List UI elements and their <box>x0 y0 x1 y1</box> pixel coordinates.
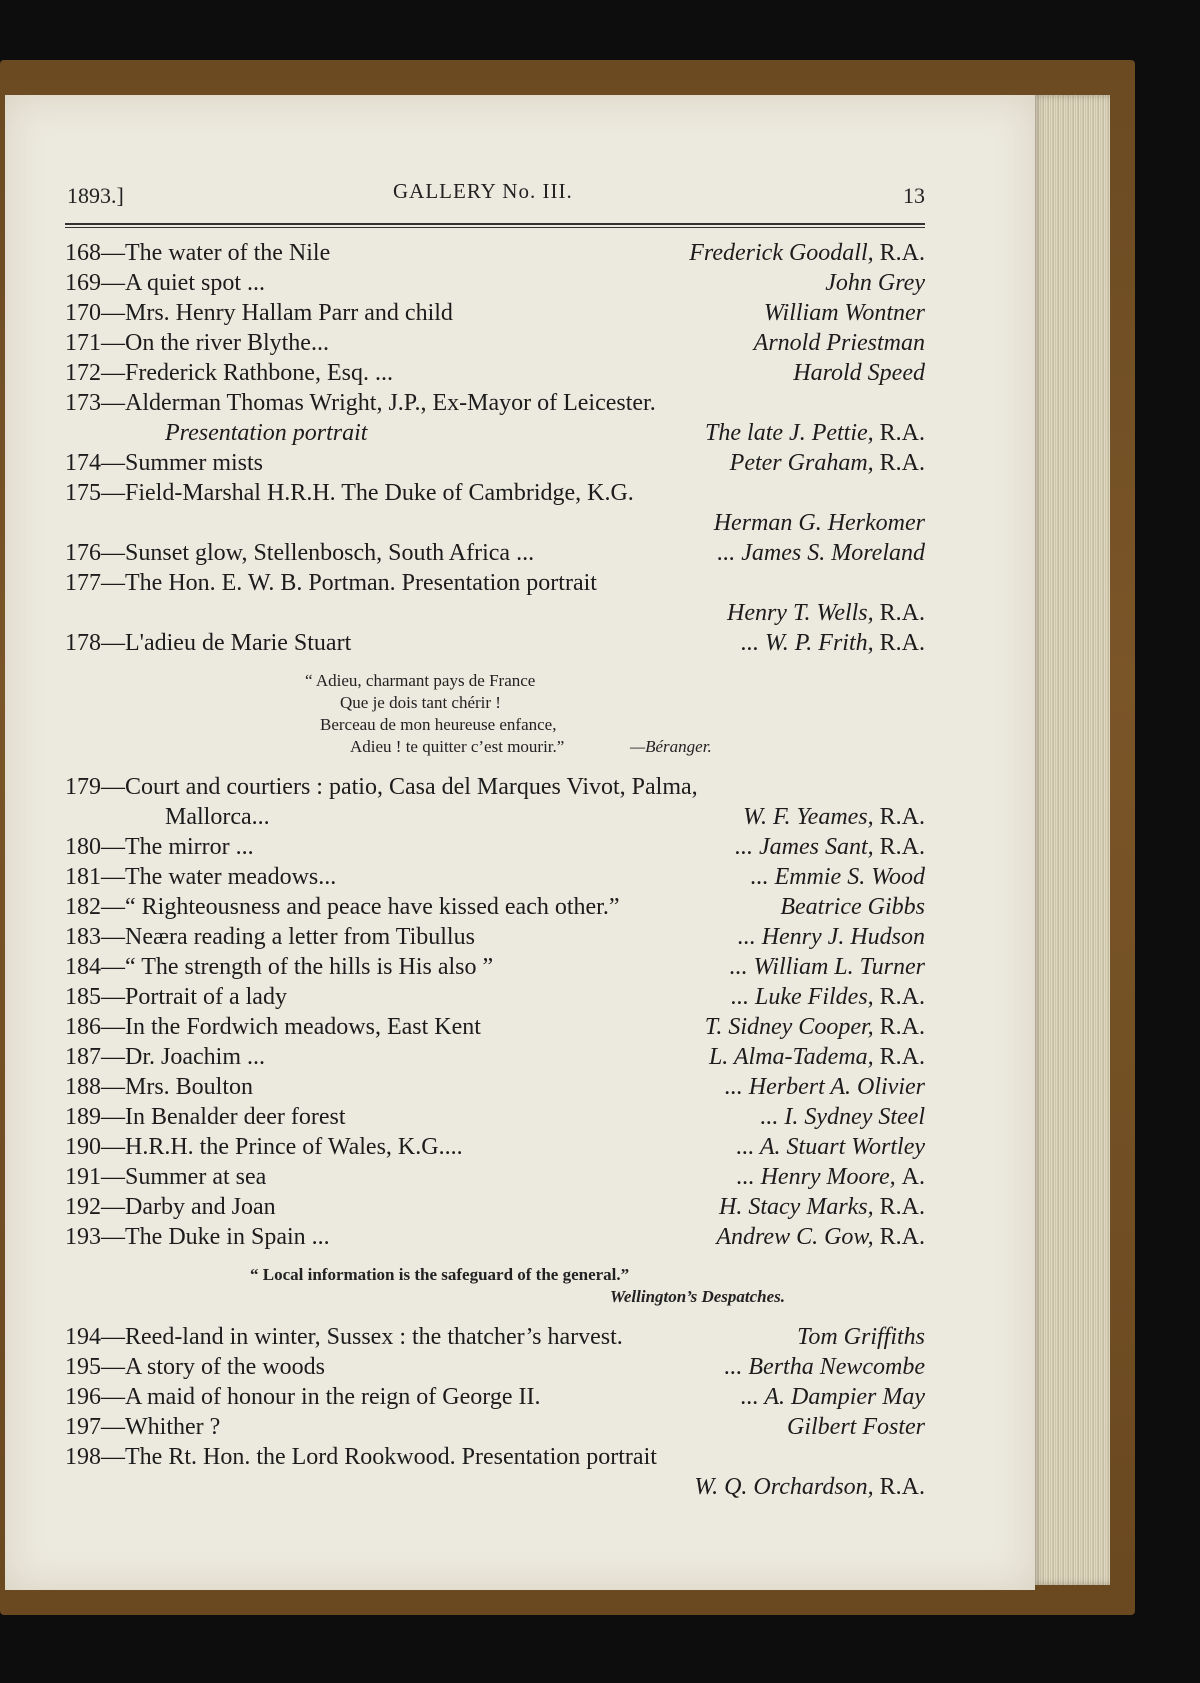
catalogue-entry <box>65 1352 925 1382</box>
catalogue-list-2 <box>65 772 925 1252</box>
artist-name: ... James S. Moreland <box>717 540 925 566</box>
catalogue-entry <box>65 952 925 982</box>
entry-artist <box>738 922 925 952</box>
entry-title: 183—Neæra reading a letter from Tibullus <box>65 924 475 950</box>
entry-title: 181—The water meadows... <box>65 864 337 890</box>
entry-artist <box>780 892 925 922</box>
entry-artist <box>731 982 925 1012</box>
catalogue-list-1 <box>65 238 925 658</box>
entry-artist <box>725 1072 925 1102</box>
catalogue-entry <box>65 1072 925 1102</box>
entry-artist <box>719 1192 925 1222</box>
catalogue-entry <box>65 1472 925 1502</box>
entry-artist <box>705 1012 925 1042</box>
catalogue-entry <box>65 1322 925 1352</box>
catalogue-entry <box>65 922 925 952</box>
catalogue-entry <box>65 832 925 862</box>
artist-name: ... A. Stuart Wortley <box>736 1134 925 1160</box>
artist-name: ... Henry J. Hudson <box>737 924 925 950</box>
entry-artist <box>724 1352 925 1382</box>
artist-honour: R.A. <box>879 1474 925 1500</box>
header-rule <box>65 223 925 228</box>
entry-title: 179—Court and courtiers : patio, Casa del Marques Vivot, Palma, <box>65 774 698 800</box>
catalogue-entry <box>65 892 925 922</box>
entry-artist <box>751 862 925 892</box>
entry-artist <box>727 598 925 628</box>
artist-name: L. Alma-Tadema, <box>708 1044 874 1070</box>
quote-citation: —Béranger. <box>630 737 712 756</box>
catalogue-entry <box>65 862 925 892</box>
entry-title: 196—A maid of honour in the reign of George II. <box>65 1384 541 1410</box>
entry-title: 189—In Benalder deer forest <box>65 1104 346 1130</box>
artist-name: William Wontner <box>763 300 925 326</box>
artist-honour: R.A. <box>879 984 925 1010</box>
quote-line: “ Adieu, charmant pays de France <box>305 671 536 690</box>
catalogue-entry <box>65 418 925 448</box>
entry-artist <box>689 238 925 268</box>
artist-honour: R.A. <box>879 630 925 656</box>
quote-beranger <box>65 670 925 758</box>
entry-title: Presentation portrait <box>165 420 368 446</box>
entry-title: 198—The Rt. Hon. the Lord Rookwood. Presentation portrait <box>65 1444 657 1470</box>
artist-name: ... I. Sydney Steel <box>760 1104 925 1130</box>
catalogue-entry <box>65 328 925 358</box>
entry-artist <box>705 418 925 448</box>
entry-title: 197—Whither ? <box>65 1414 221 1440</box>
catalogue-entry <box>65 538 925 568</box>
artist-name: ... W. P. Frith, <box>740 630 874 656</box>
page-content <box>65 179 925 1502</box>
quote-line: “ Local information is the safeguard of the general.” <box>250 1265 630 1284</box>
entry-title: 195—A story of the woods <box>65 1354 325 1380</box>
artist-name: Harold Speed <box>793 360 925 386</box>
artist-name: Frederick Goodall, <box>689 240 874 266</box>
entry-title: 194—Reed-land in winter, Sussex : the thatcher’s harvest. <box>65 1324 623 1350</box>
artist-name: Henry T. Wells, <box>726 600 874 626</box>
entry-artist <box>735 832 925 862</box>
catalogue-entry <box>65 1222 925 1252</box>
artist-honour: R.A. <box>879 420 925 446</box>
artist-name: The late J. Pettie, <box>705 420 874 446</box>
artist-name: ... Bertha Newcombe <box>724 1354 925 1380</box>
artist-honour: A. <box>901 1164 925 1190</box>
entry-title: 171—On the river Blythe... <box>65 330 329 356</box>
artist-honour: R.A. <box>879 1044 925 1070</box>
running-header <box>65 179 925 223</box>
entry-artist <box>730 448 925 478</box>
catalogue-entry <box>65 1012 925 1042</box>
artist-name: ... Emmie S. Wood <box>750 864 925 890</box>
catalogue-entry <box>65 568 925 598</box>
entry-artist <box>760 1102 925 1132</box>
catalogue-entry <box>65 628 925 658</box>
entry-title: 184—“ The strength of the hills is His also ” <box>65 954 494 980</box>
artist-name: Arnold Priestman <box>753 330 925 356</box>
artist-name: W. F. Yeames, <box>743 804 874 830</box>
artist-honour: R.A. <box>879 600 925 626</box>
header-title: GALLERY No. III. <box>393 179 573 203</box>
page-number: 13 <box>903 183 925 208</box>
entry-artist <box>793 358 925 388</box>
artist-name: ... A. Dampier May <box>740 1384 925 1410</box>
entry-artist <box>694 1472 925 1502</box>
entry-title: Mallorca... <box>165 804 270 830</box>
entry-artist <box>737 1162 925 1192</box>
artist-honour: R.A. <box>879 450 925 476</box>
catalogue-entry <box>65 1442 925 1472</box>
artist-name: Beatrice Gibbs <box>780 894 925 920</box>
entry-artist <box>714 508 925 538</box>
entry-title: 177—The Hon. E. W. B. Portman. Presentation portrait <box>65 570 597 596</box>
entry-title: 178—L'adieu de Marie Stuart <box>65 630 352 656</box>
artist-name: W. Q. Orchardson, <box>694 1474 874 1500</box>
artist-name: Tom Griffiths <box>797 1324 925 1350</box>
artist-name: Andrew C. Gow, <box>716 1224 874 1250</box>
artist-name: John Grey <box>825 270 925 296</box>
artist-name: H. Stacy Marks, <box>719 1194 874 1220</box>
entry-artist <box>787 1412 925 1442</box>
catalogue-entry <box>65 298 925 328</box>
catalogue-entry <box>65 358 925 388</box>
artist-honour: R.A. <box>879 804 925 830</box>
entry-artist <box>730 952 925 982</box>
catalogue-entry <box>65 268 925 298</box>
catalogue-entry <box>65 802 925 832</box>
entry-title: 174—Summer mists <box>65 450 264 476</box>
entry-title: 169—A quiet spot ... <box>65 270 266 296</box>
artist-name: ... Henry Moore, <box>736 1164 896 1190</box>
catalogue-list-3 <box>65 1322 925 1502</box>
artist-name: ... Herbert A. Olivier <box>724 1074 925 1100</box>
artist-name: ... Luke Fildes, <box>731 984 874 1010</box>
quote-line: Berceau de mon heureuse enfance, <box>320 715 557 734</box>
artist-name: ... James Sant, <box>735 834 874 860</box>
entry-artist <box>717 538 925 568</box>
catalogue-entry <box>65 1412 925 1442</box>
entry-title: 172—Frederick Rathbone, Esq. ... <box>65 360 393 386</box>
catalogue-entry <box>65 238 925 268</box>
page-edges <box>1030 95 1110 1585</box>
artist-honour: R.A. <box>879 1224 925 1250</box>
entry-title: 168—The water of the Nile <box>65 240 331 266</box>
artist-name: Gilbert Foster <box>787 1414 925 1440</box>
entry-title: 188—Mrs. Boulton <box>65 1074 254 1100</box>
entry-title: 175—Field-Marshal H.R.H. The Duke of Cambridge, K.G. <box>65 480 634 506</box>
quote-citation: Wellington’s Despatches. <box>610 1287 786 1306</box>
catalogue-entry <box>65 388 925 418</box>
entry-artist <box>741 628 925 658</box>
artist-honour: R.A. <box>879 1194 925 1220</box>
catalogue-entry <box>65 982 925 1012</box>
catalogue-entry <box>65 1102 925 1132</box>
entry-title: 173—Alderman Thomas Wright, J.P., Ex-Mayor of Leicester. <box>65 390 656 416</box>
quote-line: Adieu ! te quitter c’est mourir.” <box>350 737 565 756</box>
book-page <box>5 95 1035 1590</box>
entry-artist <box>716 1222 925 1252</box>
entry-artist <box>797 1322 925 1352</box>
header-year: 1893.] <box>67 183 124 208</box>
quote-line: Que je dois tant chérir ! <box>340 693 501 712</box>
entry-title: 176—Sunset glow, Stellenbosch, South Africa ... <box>65 540 535 566</box>
entry-artist <box>709 1042 925 1072</box>
entry-artist <box>754 328 925 358</box>
artist-honour: R.A. <box>879 834 925 860</box>
entry-artist <box>736 1132 925 1162</box>
entry-title: 191—Summer at sea <box>65 1164 267 1190</box>
entry-artist <box>764 298 925 328</box>
catalogue-entry <box>65 772 925 802</box>
artist-name: ... William L. Turner <box>729 954 925 980</box>
catalogue-entry <box>65 1042 925 1072</box>
entry-title: 170—Mrs. Henry Hallam Parr and child <box>65 300 453 326</box>
catalogue-entry <box>65 508 925 538</box>
artist-honour: R.A. <box>879 240 925 266</box>
catalogue-entry <box>65 1162 925 1192</box>
entry-title: 182—“ Righteousness and peace have kissed each other.” <box>65 894 620 920</box>
catalogue-entry <box>65 1192 925 1222</box>
catalogue-entry <box>65 478 925 508</box>
entry-title: 186—In the Fordwich meadows, East Kent <box>65 1014 481 1040</box>
quote-wellington <box>65 1264 925 1308</box>
entry-artist <box>741 1382 925 1412</box>
entry-artist <box>743 802 925 832</box>
catalogue-entry <box>65 1132 925 1162</box>
catalogue-entry <box>65 598 925 628</box>
entry-title: 193—The Duke in Spain ... <box>65 1224 330 1250</box>
entry-title: 180—The mirror ... <box>65 834 254 860</box>
entry-artist <box>825 268 925 298</box>
entry-title: 190—H.R.H. the Prince of Wales, K.G.... <box>65 1134 463 1160</box>
artist-name: Peter Graham, <box>729 450 874 476</box>
catalogue-entry <box>65 448 925 478</box>
artist-name: Herman G. Herkomer <box>713 510 925 536</box>
artist-name: T. Sidney Cooper, <box>704 1014 874 1040</box>
entry-title: 192—Darby and Joan <box>65 1194 276 1220</box>
entry-title: 185—Portrait of a lady <box>65 984 287 1010</box>
entry-title: 187—Dr. Joachim ... <box>65 1044 265 1070</box>
artist-honour: R.A. <box>879 1014 925 1040</box>
catalogue-entry <box>65 1382 925 1412</box>
